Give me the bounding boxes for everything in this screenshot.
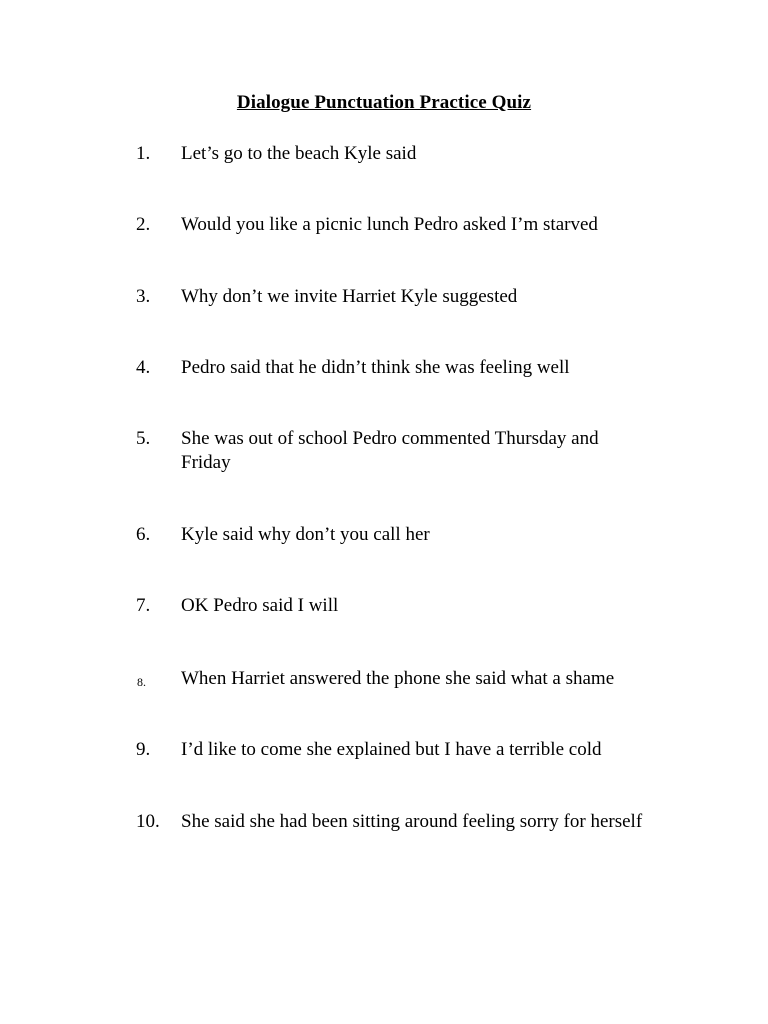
question-text: Would you like a picnic lunch Pedro asked I’m starved: [181, 214, 598, 235]
question-number: 5.: [136, 428, 151, 449]
page-title: Dialogue Punctuation Practice Quiz: [236, 92, 532, 113]
question-number: 6.: [136, 524, 151, 545]
question-text: Let’s go to the beach Kyle said: [181, 143, 417, 164]
question-text: She was out of school Pedro commented Thursday and Friday: [181, 428, 599, 473]
question-number: 4.: [136, 357, 151, 378]
question-number: 1.: [136, 143, 151, 164]
question-number: 9.: [136, 739, 151, 760]
question-number: 10.: [136, 811, 160, 832]
question-text: Pedro said that he didn’t think she was feeling well: [181, 357, 570, 378]
question-text: She said she had been sitting around feeling sorry for herself: [181, 811, 643, 832]
question-text: I’d like to come she explained but I have a terrible cold: [181, 739, 602, 760]
question-number: 7.: [136, 595, 151, 616]
question-text: Kyle said why don’t you call her: [181, 524, 430, 545]
question-number: 2.: [136, 214, 151, 235]
question-text: Why don’t we invite Harriet Kyle suggested: [181, 286, 518, 307]
question-number: 3.: [136, 286, 151, 307]
question-text: When Harriet answered the phone she said what a shame: [181, 668, 615, 689]
question-number: 8.: [137, 675, 146, 689]
question-text: OK Pedro said I will: [181, 595, 339, 616]
